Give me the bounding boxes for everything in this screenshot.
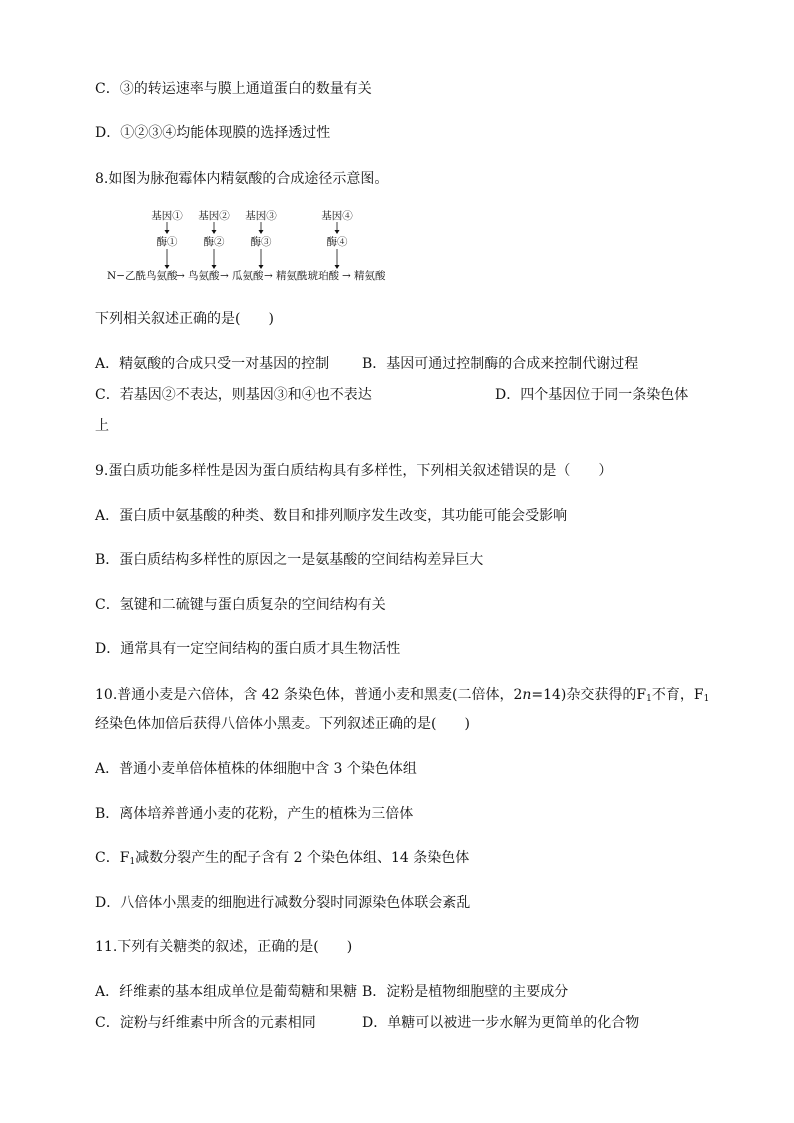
q9-option-d: D．通常具有一定空间结构的蛋白质才具生物活性 bbox=[95, 641, 401, 657]
pathway-arginine: 精氨酸 bbox=[354, 270, 386, 282]
q8-stem: 8.如图为脉孢霉体内精氨酸的合成途径示意图。 bbox=[95, 171, 389, 187]
q10-option-b: B．离体培养普通小麦的花粉，产生的植株为三倍体 bbox=[95, 806, 414, 822]
pathway-arrow-4: → bbox=[342, 270, 351, 282]
q8-option-d-continuation: 上 bbox=[95, 418, 109, 434]
pathway-argininosuccinate: 精氨酰琥珀酸 bbox=[276, 270, 339, 282]
pathway-citrulline: 瓜氨酸 bbox=[232, 270, 264, 282]
pathway-arrow-3: → bbox=[264, 270, 273, 282]
q8-option-d: D．四个基因位于同一条染色体 bbox=[495, 387, 689, 403]
q9-option-c: C．氢键和二硫键与蛋白质复杂的空间结构有关 bbox=[95, 597, 386, 613]
enzyme-2-label: 酶② bbox=[203, 236, 225, 248]
pathway-arrow-2: → bbox=[220, 270, 229, 282]
gene-3-label: 基因③ bbox=[245, 210, 277, 222]
q9-stem: 9.蛋白质功能多样性是因为蛋白质结构具有多样性，下列相关叙述错误的是（ ） bbox=[95, 463, 613, 479]
q10-option-a: A．普通小麦单倍体植株的体细胞中含 3 个染色体组 bbox=[95, 761, 417, 777]
pathway-n-acetylornithine: N−乙酰鸟氨酸 bbox=[107, 270, 178, 282]
gene-to-enzyme-arrows bbox=[165, 222, 340, 234]
q10-stem-line2: 经染色体加倍后获得八倍体小黑麦。下列叙述正确的是( ) bbox=[95, 716, 470, 732]
q8-option-a: A．精氨酸的合成只受一对基因的控制 bbox=[95, 356, 330, 372]
q11-option-b: B．淀粉是植物细胞壁的主要成分 bbox=[362, 984, 569, 1000]
q11-option-d: D．单糖可以被进一步水解为更简单的化合物 bbox=[362, 1015, 640, 1031]
q8-question: 下列相关叙述正确的是( ) bbox=[95, 311, 274, 327]
q8-option-b: B．基因可通过控制酶的合成来控制代谢过程 bbox=[362, 356, 639, 372]
q10-option-c: C．$F_1$减数分裂产生的配子含有 2 个染色体组、14 条染色体 bbox=[95, 850, 470, 867]
gene-1-label: 基因① bbox=[151, 210, 183, 222]
q10-option-d: D．八倍体小黑麦的细胞进行减数分裂时同源染色体联会紊乱 bbox=[95, 895, 471, 911]
enzyme-3-label: 酶③ bbox=[250, 236, 272, 248]
arginine-pathway-diagram bbox=[100, 200, 400, 290]
enzyme-4-label: 酶④ bbox=[326, 236, 348, 248]
q11-stem: 11.下列有关糖类的叙述，正确的是( ) bbox=[95, 939, 353, 955]
q11-option-c: C．淀粉与纤维素中所含的元素相同 bbox=[95, 1015, 316, 1031]
q9-option-b: B．蛋白质结构多样性的原因之一是氨基酸的空间结构差异巨大 bbox=[95, 552, 484, 568]
q8-option-c: C．若基因②不表达，则基因③和④也不表达 bbox=[95, 387, 372, 403]
gene-4-label: 基因④ bbox=[321, 210, 353, 222]
pathway-arrow-1: → bbox=[176, 270, 185, 282]
enzyme-1-label: 酶① bbox=[156, 236, 178, 248]
q11-option-a: A．纤维素的基本组成单位是葡萄糖和果糖 bbox=[95, 984, 358, 1000]
q7-option-c: C．③的转运速率与膜上通道蛋白的数量有关 bbox=[95, 81, 372, 97]
q10-stem-line1: 10.普通小麦是六倍体，含 42 条染色体，普通小麦和黑麦(二倍体，2n=14)杂交获得的$F_1$不育，$F_1$ bbox=[95, 687, 710, 704]
enzyme-to-reaction-arrows bbox=[165, 249, 340, 269]
q7-option-d: D．①②③④均能体现膜的选择透过性 bbox=[95, 125, 331, 141]
q9-option-a: A．蛋白质中氨基酸的种类、数目和排列顺序发生改变，其功能可能会受影响 bbox=[95, 508, 568, 524]
gene-2-label: 基因② bbox=[198, 210, 230, 222]
pathway-ornithine: 鸟氨酸 bbox=[188, 270, 220, 282]
